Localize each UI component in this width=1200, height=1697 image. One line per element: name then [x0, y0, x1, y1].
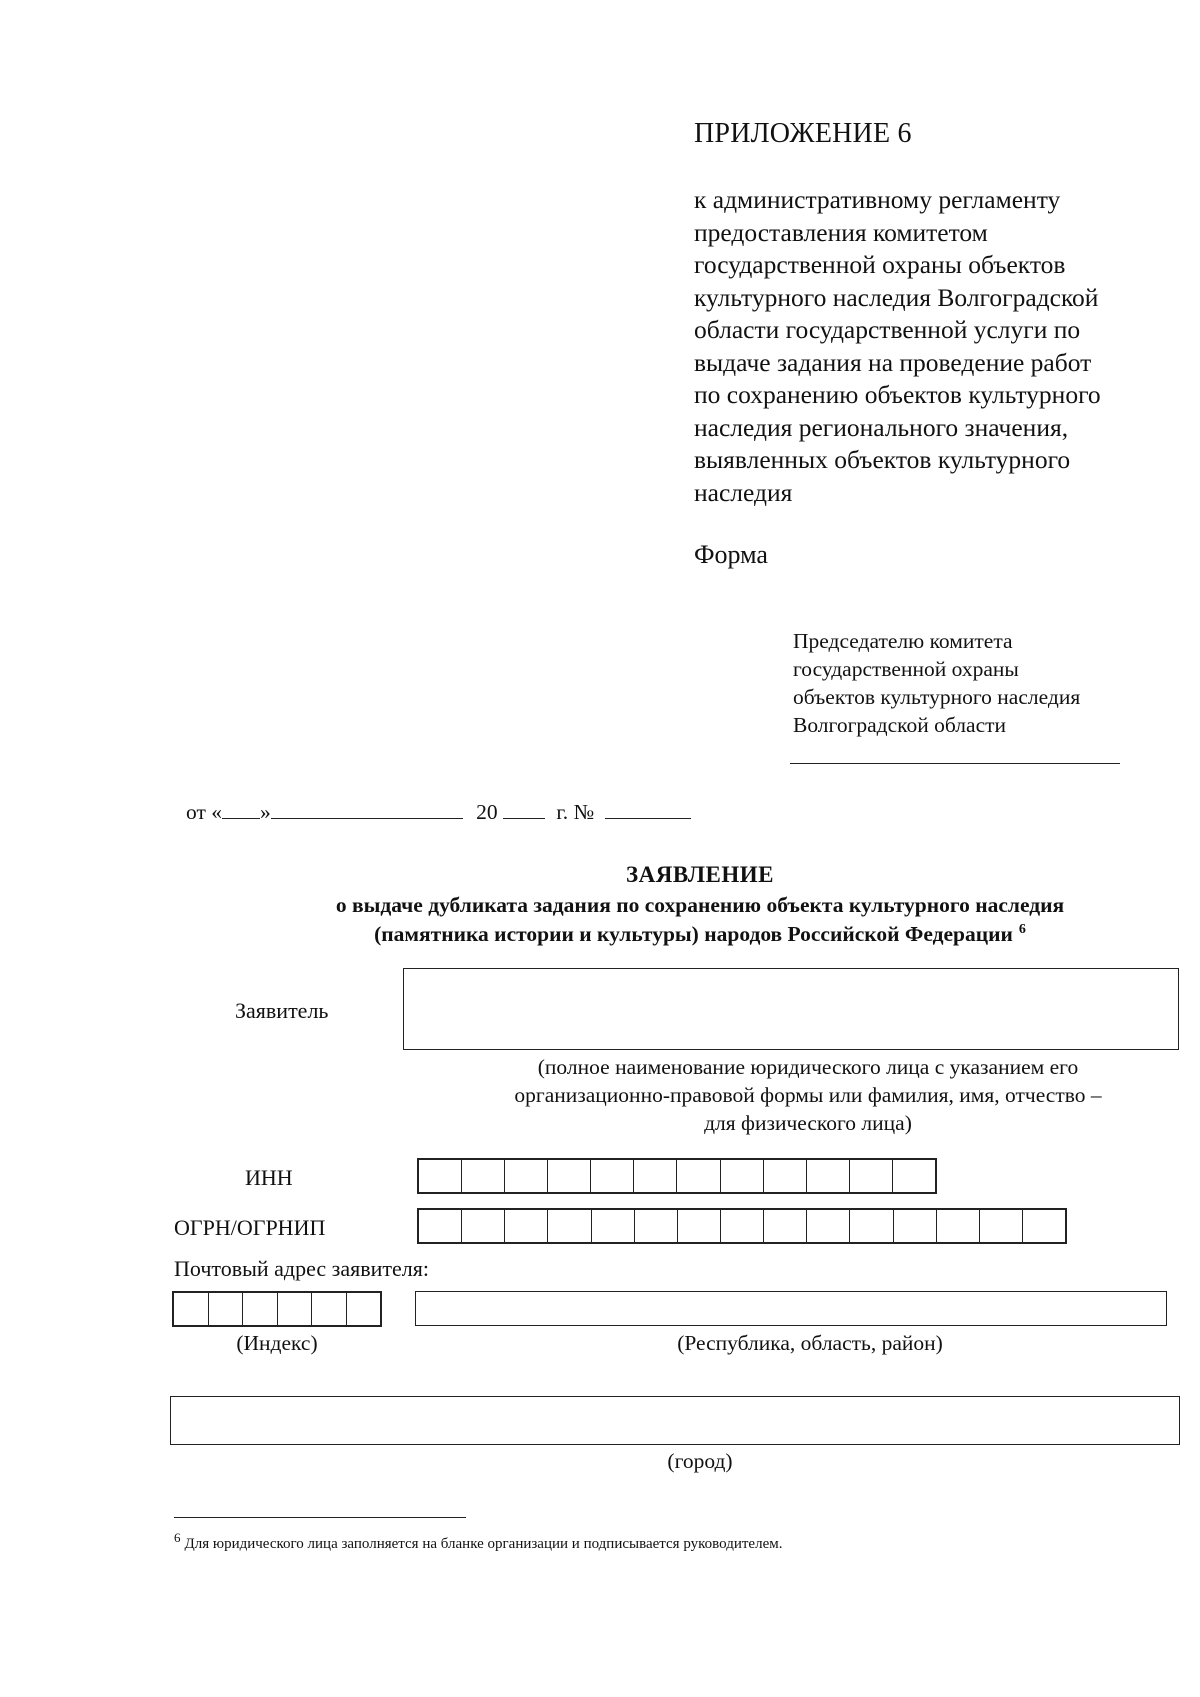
document-subtitle-line1: о выдаче дубликата задания по сохранению объекта культурного наследия	[335, 893, 1065, 917]
document-title: ЗАЯВЛЕНИЕ	[626, 862, 774, 887]
appendix-line: наследия	[694, 477, 793, 507]
ogrn-digit-cell[interactable]	[937, 1210, 980, 1242]
inn-digit-cell[interactable]	[505, 1160, 548, 1192]
applicant-caption	[458, 1053, 1158, 1137]
addressee-signature-line[interactable]	[790, 763, 1120, 764]
footnote-reference: 6	[1018, 922, 1026, 937]
appendix-line: к административному регламенту	[694, 185, 1061, 214]
inn-digit-cell[interactable]	[462, 1160, 505, 1192]
ogrn-digit-cell[interactable]	[764, 1210, 807, 1242]
inn-digit-cell[interactable]	[591, 1160, 634, 1192]
postal-index-caption: (Индекс)	[236, 1331, 318, 1355]
appendix-line: государственной охраны объектов	[694, 250, 1066, 279]
inn-digit-cell[interactable]	[721, 1160, 764, 1192]
postal-index-digit-cell[interactable]	[209, 1293, 244, 1325]
footnote-separator	[174, 1517, 466, 1518]
postal-address-label: Почтовый адрес заявителя:	[174, 1256, 430, 1281]
appendix-line: по сохранению объектов культурного	[694, 380, 1101, 409]
year-field[interactable]	[503, 800, 545, 819]
ogrn-digit-cell[interactable]	[678, 1210, 721, 1242]
addressee-line: государственной охраны	[793, 657, 1019, 681]
ogrn-digit-cell[interactable]	[548, 1210, 591, 1242]
ogrn-digit-cell[interactable]	[1023, 1210, 1065, 1242]
document-subtitle-line2	[0, 922, 1200, 947]
appendix-line: наследия регионального значения,	[694, 412, 1069, 442]
footnote-number: 6	[174, 1530, 181, 1545]
addressee-line: объектов культурного наследия	[793, 685, 1081, 709]
appendix-line: предоставления комитетом	[694, 217, 988, 247]
appendix-line: области государственной услуги по	[694, 315, 1081, 344]
form-label: Форма	[694, 540, 768, 569]
number-field[interactable]	[605, 800, 691, 819]
city-caption: (город)	[667, 1449, 733, 1473]
inn-digit-cell[interactable]	[764, 1160, 807, 1192]
applicant-caption-line: для физического лица)	[704, 1111, 912, 1135]
ogrn-digit-cell[interactable]	[980, 1210, 1023, 1242]
applicant-label: Заявитель	[235, 998, 329, 1023]
addressee-line: Волгоградской области	[793, 713, 1007, 737]
region-field[interactable]	[415, 1291, 1167, 1326]
appendix-title: ПРИЛОЖЕНИЕ 6	[694, 118, 912, 149]
postal-index-digit-cell[interactable]	[278, 1293, 313, 1325]
inn-field[interactable]	[417, 1158, 937, 1194]
inn-label: ИНН	[245, 1165, 293, 1190]
date-quote-close: »	[260, 800, 271, 824]
inn-digit-cell[interactable]	[634, 1160, 677, 1192]
postal-index-digit-cell[interactable]	[347, 1293, 381, 1325]
addressee-line: Председателю комитета	[793, 629, 1013, 653]
region-caption: (Республика, область, район)	[677, 1331, 943, 1355]
city-field[interactable]	[170, 1396, 1180, 1445]
ogrn-field[interactable]	[417, 1208, 1067, 1244]
footnote-text: Для юридического лица заполняется на бланке организации и подписывается руководителем.	[184, 1536, 783, 1552]
ogrn-digit-cell[interactable]	[635, 1210, 678, 1242]
appendix-description	[694, 184, 1101, 509]
appendix-line: культурного наследия Волгоградской	[694, 282, 1099, 312]
ogrn-digit-cell[interactable]	[721, 1210, 764, 1242]
footnote	[174, 1530, 782, 1553]
inn-digit-cell[interactable]	[850, 1160, 893, 1192]
document-subtitle-text: (памятника истории и культуры) народов Российской Федерации	[374, 922, 1013, 947]
month-field[interactable]	[271, 800, 463, 819]
applicant-caption-line: (полное наименование юридического лица с указанием его	[537, 1055, 1079, 1079]
appendix-line: выявленных объектов культурного	[694, 445, 1071, 474]
inn-digit-cell[interactable]	[893, 1160, 935, 1192]
addressee-block	[793, 627, 1080, 739]
ogrn-digit-cell[interactable]	[419, 1210, 462, 1242]
ogrn-digit-cell[interactable]	[505, 1210, 548, 1242]
date-prefix: от «	[186, 800, 222, 824]
year-prefix: 20	[476, 800, 498, 824]
postal-index-digit-cell[interactable]	[243, 1293, 278, 1325]
ogrn-digit-cell[interactable]	[462, 1210, 505, 1242]
applicant-caption-line: организационно-правовой формы или фамилия, имя, отчество –	[514, 1083, 1102, 1107]
postal-index-digit-cell[interactable]	[174, 1293, 209, 1325]
postal-index-field[interactable]	[172, 1291, 382, 1327]
ogrn-digit-cell[interactable]	[894, 1210, 937, 1242]
inn-digit-cell[interactable]	[548, 1160, 591, 1192]
ogrn-label: ОГРН/ОГРНИП	[174, 1215, 326, 1240]
ogrn-digit-cell[interactable]	[850, 1210, 893, 1242]
ogrn-digit-cell[interactable]	[807, 1210, 850, 1242]
inn-digit-cell[interactable]	[807, 1160, 850, 1192]
inn-digit-cell[interactable]	[419, 1160, 462, 1192]
day-field[interactable]	[222, 800, 260, 819]
appendix-line: выдаче задания на проведение работ	[694, 347, 1092, 377]
applicant-name-field[interactable]	[403, 968, 1179, 1050]
date-number-line	[186, 800, 691, 825]
ogrn-digit-cell[interactable]	[592, 1210, 635, 1242]
number-label: г. №	[556, 800, 595, 824]
postal-index-digit-cell[interactable]	[312, 1293, 347, 1325]
inn-digit-cell[interactable]	[677, 1160, 720, 1192]
